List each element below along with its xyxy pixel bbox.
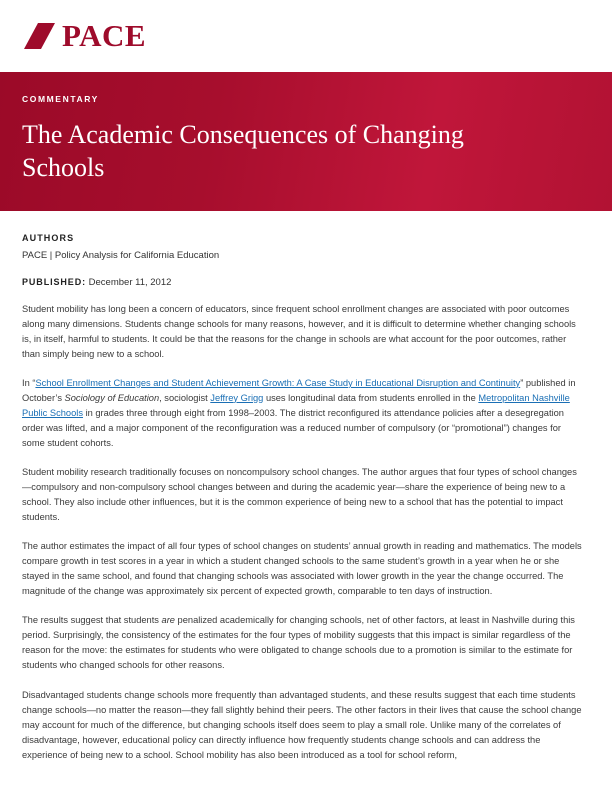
authors-value: PACE | Policy Analysis for California Education — [22, 249, 220, 261]
p2-text-mid2: , sociologist — [159, 392, 211, 403]
document-content — [0, 211, 612, 763]
p5-text-pre: The results suggest that students — [22, 615, 162, 626]
p2-text-pre: In “ — [22, 377, 36, 388]
title-banner — [0, 72, 612, 211]
author-link[interactable]: Jeffrey Grigg — [210, 392, 264, 403]
paragraph-3: Student mobility research traditionally focuses on noncompulsory school changes. The author argues that four types of school changes—compulsory and non-compulsory school changes between and during the academic year—share the experience of being new to a school. They also include other influences, but it is the common experience of being new to a school that has the potential to impact students. — [22, 466, 577, 523]
paragraph-1: Student mobility has long been a concern of educators, since frequent school enrollment changes are associated with poor outcomes along many dimensions. Students change schools for many reasons, however, and it is difficult to determine whether changing schools is, in itself, harmful to students. It could be that the reasons for the change in schools are what account for the poor outcomes, rather than simply being new to a school. — [22, 303, 576, 359]
p2-text-mid3: uses longitudinal data from students enrolled in the — [263, 392, 479, 403]
pace-wordmark: PACE — [62, 18, 147, 53]
district-link[interactable]: Metropolitan Nashville Public Schools — [22, 392, 570, 418]
page-title: The Academic Consequences of Changing Schools — [22, 120, 464, 183]
pace-chevron-icon — [22, 21, 56, 51]
published-date: December 11, 2012 — [88, 276, 172, 288]
p2-text-mid1: ” published in October’s — [22, 377, 576, 403]
published-line — [22, 277, 582, 288]
p5-text-post: penalized academically for changing schools, net of other factors, at least in Nashville during this period. Surprisingly, the consistency of the estimates for the four types of mobility suggests that this impact is similar regardless of the reason for the move: the estimates for students who were obligated to change schools due to a promotion is similar to the estimate for students who changed schools for other reasons. — [22, 615, 575, 671]
study-title-link[interactable]: School Enrollment Changes and Student Achievement Growth: A Case Study in Educational Disruption and Continuity — [35, 377, 521, 388]
logo-header — [0, 0, 612, 72]
p5-emphasis: are — [161, 615, 175, 626]
paragraph-5 — [22, 613, 582, 673]
authors-label: AUTHORS — [22, 232, 75, 243]
paragraph-4: The author estimates the impact of all four types of school changes on students’ annual growth in reading and mathematics. The models compare growth in test scores in a year in which a student changed schools to the same student’s growth in a year when he or she stayed in the same school, and found that changing schools was associated with lower growth in the year the change occurred. The magnitude of the change was approximately six percent of expected growth, comparable to ten days of instruction. — [22, 541, 582, 597]
pace-logo — [22, 20, 612, 51]
banner-kicker: COMMENTARY — [22, 94, 99, 104]
p2-text-post: in grades three through eight from 1998–2003. The district reconfigured its attendance policies after a desegregation order was lifted, and a major component of the reconfiguration was a reduced number of compulsory (or “promotional”) changes for some student cohorts. — [22, 407, 564, 448]
paragraph-2 — [22, 376, 582, 451]
published-label: PUBLISHED: — [22, 276, 87, 287]
journal-name: Sociology of Education — [64, 392, 160, 403]
paragraph-6: Disadvantaged students change schools more frequently than advantaged students, and these results suggest that each time students change schools—no matter the reason—they fall slightly behind their peers. The other factors in their lives that cause the school change may account for much of the difference, but changing schools itself does seem to play a small role. Unlike many of the correlates of disadvantage, however, educational policy can directly influence how frequently students change schools and can address the experience of being new to a school. School mobility has also been introduced as a tool for school reform, — [22, 689, 582, 760]
